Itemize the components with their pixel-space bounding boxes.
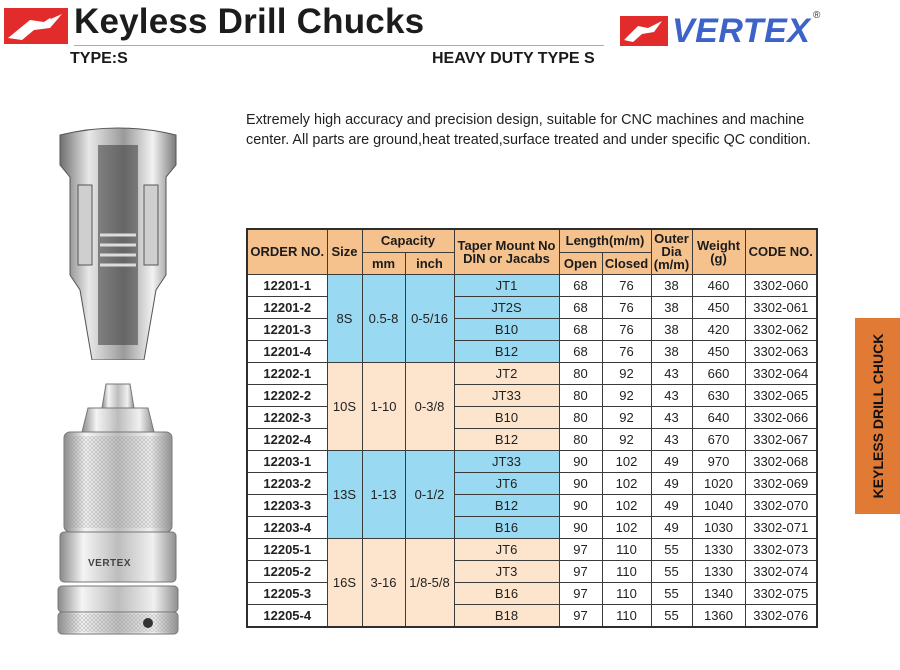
header-length-closed: Closed	[602, 252, 651, 274]
type-label: TYPE:S	[70, 50, 128, 67]
length-open-cell: 68	[559, 296, 602, 318]
code-no-cell: 3302-063	[745, 340, 817, 362]
code-no-cell: 3302-067	[745, 428, 817, 450]
order-no-cell: 12202-3	[247, 406, 327, 428]
chuck-engraving: VERTEX	[88, 558, 132, 569]
length-open-cell: 80	[559, 362, 602, 384]
length-open-cell: 97	[559, 560, 602, 582]
size-cell: 13S	[327, 450, 362, 538]
length-closed-cell: 76	[602, 340, 651, 362]
capacity-mm-cell: 0.5-8	[362, 274, 405, 362]
length-closed-cell: 102	[602, 516, 651, 538]
taper-cell: B16	[454, 516, 559, 538]
code-no-cell: 3302-070	[745, 494, 817, 516]
header-length-open: Open	[559, 252, 602, 274]
length-closed-cell: 102	[602, 494, 651, 516]
length-closed-cell: 92	[602, 384, 651, 406]
spec-table	[246, 228, 818, 628]
outer-dia-cell: 38	[651, 274, 692, 296]
code-no-cell: 3302-071	[745, 516, 817, 538]
weight-cell: 1340	[692, 582, 745, 604]
header-size: Size	[327, 229, 362, 274]
order-no-cell: 12205-1	[247, 538, 327, 560]
outer-dia-cell: 49	[651, 450, 692, 472]
vertex-brand-logo	[620, 10, 821, 50]
table-row	[247, 450, 817, 472]
taper-cell: B12	[454, 494, 559, 516]
code-no-cell: 3302-060	[745, 274, 817, 296]
outer-dia-cell: 43	[651, 428, 692, 450]
size-cell: 8S	[327, 274, 362, 362]
weight-cell: 420	[692, 318, 745, 340]
header-capacity: Capacity	[362, 229, 454, 252]
length-open-cell: 80	[559, 384, 602, 406]
length-open-cell: 80	[559, 406, 602, 428]
length-closed-cell: 76	[602, 318, 651, 340]
taper-cell: B16	[454, 582, 559, 604]
header-capacity-inch: inch	[405, 252, 454, 274]
spec-table-body	[247, 274, 817, 627]
length-open-cell: 68	[559, 318, 602, 340]
outer-dia-cell: 38	[651, 296, 692, 318]
code-no-cell: 3302-064	[745, 362, 817, 384]
weight-cell: 1330	[692, 560, 745, 582]
taper-cell: B18	[454, 604, 559, 627]
outer-dia-cell: 49	[651, 516, 692, 538]
weight-cell: 1020	[692, 472, 745, 494]
code-no-cell: 3302-074	[745, 560, 817, 582]
taper-cell: B10	[454, 406, 559, 428]
order-no-cell: 12202-4	[247, 428, 327, 450]
title-divider	[74, 45, 604, 46]
weight-cell: 1360	[692, 604, 745, 627]
length-open-cell: 97	[559, 582, 602, 604]
taper-cell: JT33	[454, 450, 559, 472]
outer-dia-cell: 38	[651, 318, 692, 340]
order-no-cell: 12203-4	[247, 516, 327, 538]
code-no-cell: 3302-073	[745, 538, 817, 560]
length-open-cell: 80	[559, 428, 602, 450]
outer-dia-cell: 38	[651, 340, 692, 362]
table-row	[247, 538, 817, 560]
brand-name: VERTEX	[672, 12, 811, 50]
order-no-cell: 12205-4	[247, 604, 327, 627]
chuck-cutaway-image	[48, 125, 188, 360]
order-no-cell: 12202-2	[247, 384, 327, 406]
order-no-cell: 12203-3	[247, 494, 327, 516]
length-open-cell: 90	[559, 494, 602, 516]
order-no-cell: 12201-4	[247, 340, 327, 362]
code-no-cell: 3302-075	[745, 582, 817, 604]
length-open-cell: 97	[559, 604, 602, 627]
weight-cell: 450	[692, 296, 745, 318]
weight-cell: 970	[692, 450, 745, 472]
subtitle: HEAVY DUTY TYPE S	[432, 50, 595, 67]
code-no-cell: 3302-061	[745, 296, 817, 318]
registered-mark: ®	[813, 10, 821, 21]
length-open-cell: 97	[559, 538, 602, 560]
weight-cell: 1330	[692, 538, 745, 560]
length-closed-cell: 92	[602, 428, 651, 450]
order-no-cell: 12201-2	[247, 296, 327, 318]
code-no-cell: 3302-066	[745, 406, 817, 428]
taper-cell: JT2S	[454, 296, 559, 318]
capacity-mm-cell: 1-13	[362, 450, 405, 538]
code-no-cell: 3302-065	[745, 384, 817, 406]
taper-cell: JT6	[454, 538, 559, 560]
order-no-cell: 12201-1	[247, 274, 327, 296]
order-no-cell: 12202-1	[247, 362, 327, 384]
outer-dia-cell: 43	[651, 406, 692, 428]
length-open-cell: 90	[559, 516, 602, 538]
outer-dia-cell: 49	[651, 494, 692, 516]
header-weight: Weight (g)	[692, 229, 745, 274]
order-no-cell: 12205-3	[247, 582, 327, 604]
header-order-no: ORDER NO.	[247, 229, 327, 274]
weight-cell: 450	[692, 340, 745, 362]
taper-cell: JT33	[454, 384, 559, 406]
code-no-cell: 3302-069	[745, 472, 817, 494]
side-tab-label: KEYLESS DRILL CHUCK	[869, 333, 886, 499]
size-cell: 10S	[327, 362, 362, 450]
capacity-inch-cell: 0-5/16	[405, 274, 454, 362]
length-closed-cell: 110	[602, 582, 651, 604]
taper-cell: JT6	[454, 472, 559, 494]
weight-cell: 1040	[692, 494, 745, 516]
capacity-inch-cell: 1/8-5/8	[405, 538, 454, 627]
outer-dia-cell: 43	[651, 362, 692, 384]
length-open-cell: 90	[559, 450, 602, 472]
length-open-cell: 68	[559, 340, 602, 362]
weight-cell: 670	[692, 428, 745, 450]
header-code-no: CODE NO.	[745, 229, 817, 274]
length-closed-cell: 76	[602, 274, 651, 296]
header-outer-dia: Outer Dia (m/m)	[651, 229, 692, 274]
header-taper-mount: Taper Mount No DIN or Jacabs	[454, 229, 559, 274]
code-no-cell: 3302-068	[745, 450, 817, 472]
outer-dia-cell: 55	[651, 582, 692, 604]
taper-cell: JT1	[454, 274, 559, 296]
outer-dia-cell: 49	[651, 472, 692, 494]
taper-cell: JT3	[454, 560, 559, 582]
length-closed-cell: 110	[602, 604, 651, 627]
taper-cell: JT2	[454, 362, 559, 384]
order-no-cell: 12201-3	[247, 318, 327, 340]
capacity-inch-cell: 0-3/8	[405, 362, 454, 450]
outer-dia-cell: 43	[651, 384, 692, 406]
taper-cell: B12	[454, 340, 559, 362]
taper-cell: B12	[454, 428, 559, 450]
side-category-tab	[855, 318, 900, 514]
length-open-cell: 90	[559, 472, 602, 494]
table-row	[247, 274, 817, 296]
brand-eagle-icon	[620, 16, 668, 46]
length-open-cell: 68	[559, 274, 602, 296]
taper-cell: B10	[454, 318, 559, 340]
outer-dia-cell: 55	[651, 560, 692, 582]
page-title: Keyless Drill Chucks	[74, 2, 425, 41]
header-capacity-mm: mm	[362, 252, 405, 274]
length-closed-cell: 102	[602, 450, 651, 472]
weight-cell: 640	[692, 406, 745, 428]
order-no-cell: 12203-1	[247, 450, 327, 472]
order-no-cell: 12205-2	[247, 560, 327, 582]
product-description: Extremely high accuracy and precision design, suitable for CNC machines and machine center. All parts are ground,heat treated,surface treated and under specific QC condition.	[246, 112, 811, 148]
eagle-logo-icon	[4, 8, 68, 44]
weight-cell: 660	[692, 362, 745, 384]
length-closed-cell: 102	[602, 472, 651, 494]
length-closed-cell: 76	[602, 296, 651, 318]
chuck-assembled-image	[48, 380, 188, 645]
outer-dia-cell: 55	[651, 604, 692, 627]
capacity-inch-cell: 0-1/2	[405, 450, 454, 538]
header-length: Length(m/m)	[559, 229, 651, 252]
order-no-cell: 12203-2	[247, 472, 327, 494]
length-closed-cell: 92	[602, 406, 651, 428]
capacity-mm-cell: 3-16	[362, 538, 405, 627]
size-cell: 16S	[327, 538, 362, 627]
code-no-cell: 3302-076	[745, 604, 817, 627]
outer-dia-cell: 55	[651, 538, 692, 560]
weight-cell: 460	[692, 274, 745, 296]
code-no-cell: 3302-062	[745, 318, 817, 340]
weight-cell: 630	[692, 384, 745, 406]
length-closed-cell: 110	[602, 560, 651, 582]
table-row	[247, 362, 817, 384]
weight-cell: 1030	[692, 516, 745, 538]
length-closed-cell: 110	[602, 538, 651, 560]
length-closed-cell: 92	[602, 362, 651, 384]
capacity-mm-cell: 1-10	[362, 362, 405, 450]
